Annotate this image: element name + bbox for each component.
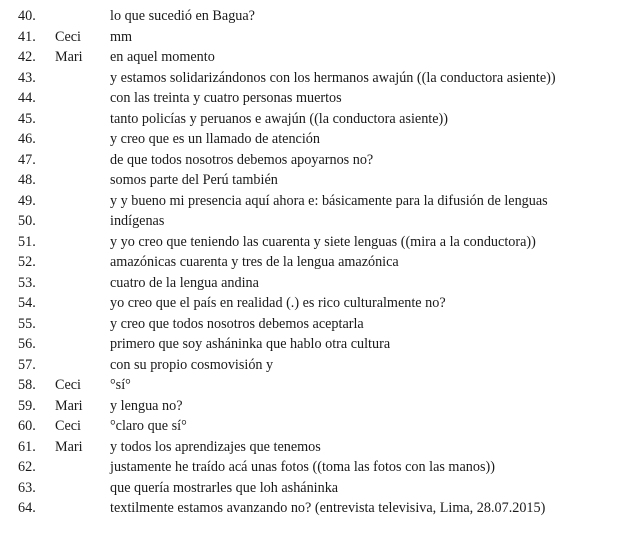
- transcript-line: [0, 27, 618, 48]
- speaker: Mari: [55, 49, 83, 65]
- utterance: mm: [110, 28, 133, 45]
- transcript-line: [0, 334, 618, 355]
- utterance: textilmente estamos avanzando no? (entrevista televisiva, Lima, 28.07.2015): [110, 500, 546, 516]
- speaker: Ceci: [55, 377, 81, 393]
- line-number: 51.: [18, 233, 36, 250]
- line-number: 52.: [18, 254, 36, 270]
- speaker: Ceci: [55, 28, 81, 45]
- line-number: 44.: [18, 90, 36, 106]
- transcript-line: [0, 314, 618, 335]
- utterance: amazónicas cuarenta y tres de la lengua amazónica: [110, 254, 399, 270]
- utterance: primero que soy asháninka que hablo otra cultura: [110, 336, 391, 352]
- transcript-line: [0, 498, 618, 519]
- transcript: [0, 6, 618, 519]
- line-number: 57.: [18, 356, 36, 373]
- utterance: y lengua no?: [110, 397, 183, 414]
- transcript-line: [0, 457, 618, 478]
- line-number: 64.: [18, 500, 36, 516]
- utterance: °claro que sí°: [110, 418, 187, 434]
- line-number: 62.: [18, 459, 36, 475]
- utterance: y y bueno mi presencia aquí ahora e: básicamente para la difusión de lenguas: [110, 192, 548, 209]
- transcript-line: [0, 478, 618, 499]
- transcript-line: [0, 437, 618, 458]
- transcript-line: [0, 109, 618, 130]
- utterance: justamente he traído acá unas fotos ((toma las fotos con las manos)): [110, 459, 495, 475]
- transcript-line: [0, 170, 618, 191]
- transcript-line: [0, 396, 618, 417]
- utterance: tanto policías y peruanos e awajún ((la conductora asiente)): [110, 110, 448, 127]
- transcript-line: [0, 273, 618, 294]
- transcript-line: [0, 293, 618, 314]
- utterance: en aquel momento: [110, 49, 215, 65]
- utterance: y creo que todos nosotros debemos aceptarla: [110, 315, 364, 332]
- line-number: 53.: [18, 274, 36, 291]
- speaker: Mari: [55, 438, 83, 455]
- line-number: 58.: [18, 377, 36, 393]
- line-number: 60.: [18, 418, 36, 434]
- line-number: 48.: [18, 172, 36, 188]
- line-number: 41.: [18, 28, 36, 45]
- utterance: indígenas: [110, 213, 165, 229]
- utterance: con su propio cosmovisión y: [110, 356, 274, 373]
- line-number: 46.: [18, 131, 36, 147]
- line-number: 49.: [18, 192, 36, 209]
- speaker: Ceci: [55, 418, 81, 434]
- transcript-line: [0, 375, 618, 396]
- transcript-line: [0, 211, 618, 232]
- utterance: °sí°: [110, 377, 131, 393]
- utterance: que quería mostrarles que loh asháninka: [110, 479, 339, 496]
- transcript-line: [0, 191, 618, 212]
- transcript-line: [0, 68, 618, 89]
- transcript-line: [0, 232, 618, 253]
- utterance: y creo que es un llamado de atención: [110, 131, 320, 147]
- utterance: con las treinta y cuatro personas muertos: [110, 90, 342, 106]
- utterance: y todos los aprendizajes que tenemos: [110, 438, 321, 455]
- line-number: 63.: [18, 479, 36, 496]
- utterance: somos parte del Perú también: [110, 172, 278, 188]
- utterance: yo creo que el país en realidad (.) es rico culturalmente no?: [110, 295, 446, 311]
- line-number: 59.: [18, 397, 36, 414]
- line-number: 45.: [18, 110, 36, 127]
- utterance: y yo creo que teniendo las cuarenta y siete lenguas ((mira a la conductora)): [110, 233, 536, 250]
- utterance: de que todos nosotros debemos apoyarnos no?: [110, 151, 374, 168]
- line-number: 56.: [18, 336, 36, 352]
- line-number: 40.: [18, 8, 36, 24]
- line-number: 61.: [18, 438, 36, 455]
- transcript-line: [0, 129, 618, 150]
- line-number: 42.: [18, 49, 36, 65]
- transcript-line: [0, 355, 618, 376]
- transcript-line: [0, 416, 618, 437]
- transcript-line: [0, 6, 618, 27]
- utterance: lo que sucedió en Bagua?: [110, 8, 255, 24]
- line-number: 43.: [18, 69, 36, 86]
- transcript-line: [0, 47, 618, 68]
- utterance: cuatro de la lengua andina: [110, 274, 259, 291]
- line-number: 55.: [18, 315, 36, 332]
- line-number: 54.: [18, 295, 36, 311]
- utterance: y estamos solidarizándonos con los hermanos awajún ((la conductora asiente)): [110, 69, 556, 86]
- transcript-line: [0, 150, 618, 171]
- speaker: Mari: [55, 397, 83, 414]
- line-number: 47.: [18, 151, 36, 168]
- transcript-line: [0, 252, 618, 273]
- line-number: 50.: [18, 213, 36, 229]
- transcript-line: [0, 88, 618, 109]
